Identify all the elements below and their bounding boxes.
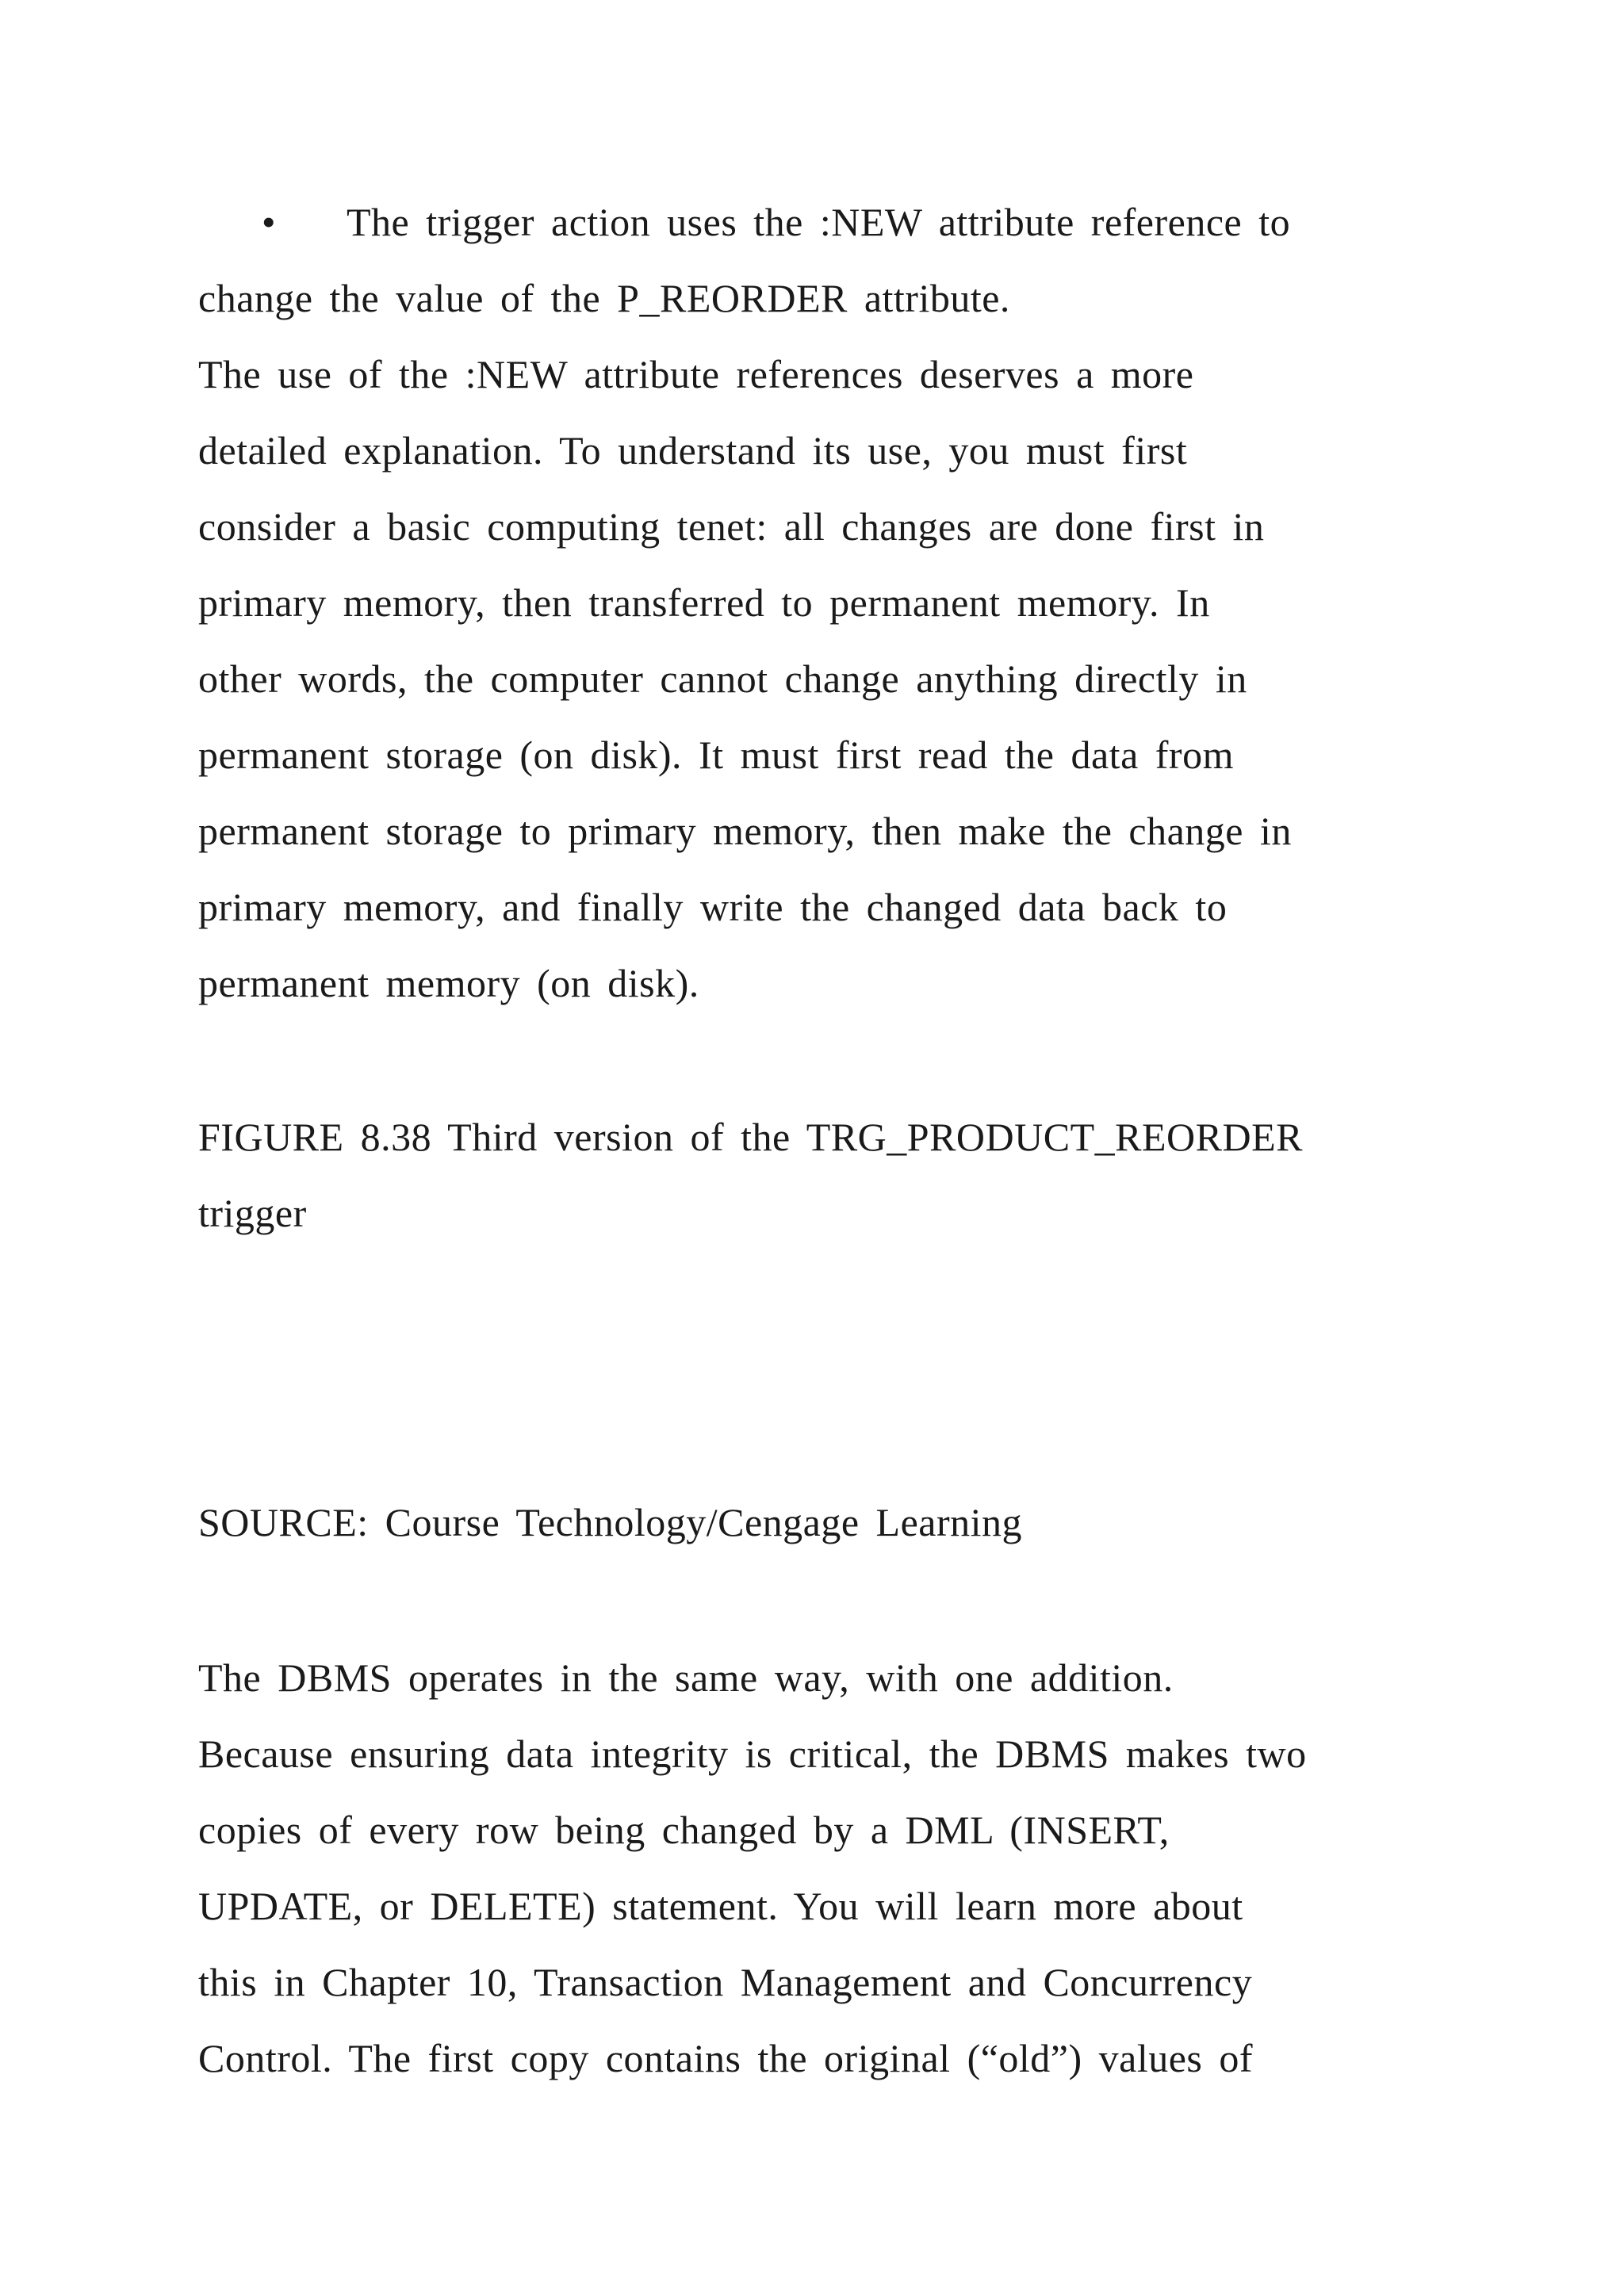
paragraph-2-line: copies of every row being changed by a DML (INSERT, xyxy=(198,1808,1170,1852)
paragraph-1-line: permanent memory (on disk). xyxy=(198,961,699,1005)
paragraph-2-line: UPDATE, or DELETE) statement. You will learn more about xyxy=(198,1884,1243,1928)
paragraph-2-line: Control. The first copy contains the original (“old”) values of xyxy=(198,2036,1254,2080)
figure-caption-line: trigger xyxy=(198,1191,307,1235)
paragraph-1-line: The use of the :NEW attribute references deserves a more xyxy=(198,352,1194,396)
paragraph-2-line: this in Chapter 10, Transaction Management and Concurrency xyxy=(198,1960,1253,2004)
paragraph-1-line: permanent storage to primary memory, then make the change in xyxy=(198,809,1292,853)
paragraph-2-line: The DBMS operates in the same way, with one addition. xyxy=(198,1655,1174,1700)
bullet-line-1: The trigger action uses the :NEW attribute reference to xyxy=(347,200,1291,244)
paragraph-1-line: consider a basic computing tenet: all changes are done first in xyxy=(198,504,1265,549)
paragraph-1-line: detailed explanation. To understand its use, you must first xyxy=(198,428,1188,473)
paragraph-1-line: other words, the computer cannot change anything directly in xyxy=(198,656,1247,701)
source-credit: SOURCE: Course Technology/Cengage Learning xyxy=(198,1500,1023,1544)
paragraph-1-line: primary memory, then transferred to permanent memory. In xyxy=(198,580,1210,625)
paragraph-1-line: permanent storage (on disk). It must first read the data from xyxy=(198,733,1234,777)
bullet-symbol: • xyxy=(262,200,276,244)
bullet-line-2: change the value of the P_REORDER attribute. xyxy=(198,276,1010,320)
figure-caption-line: FIGURE 8.38 Third version of the TRG_PRODUCT_REORDER xyxy=(198,1115,1303,1159)
paragraph-2-line: Because ensuring data integrity is critical, the DBMS makes two xyxy=(198,1732,1307,1776)
paragraph-1-line: primary memory, and finally write the changed data back to xyxy=(198,885,1228,929)
